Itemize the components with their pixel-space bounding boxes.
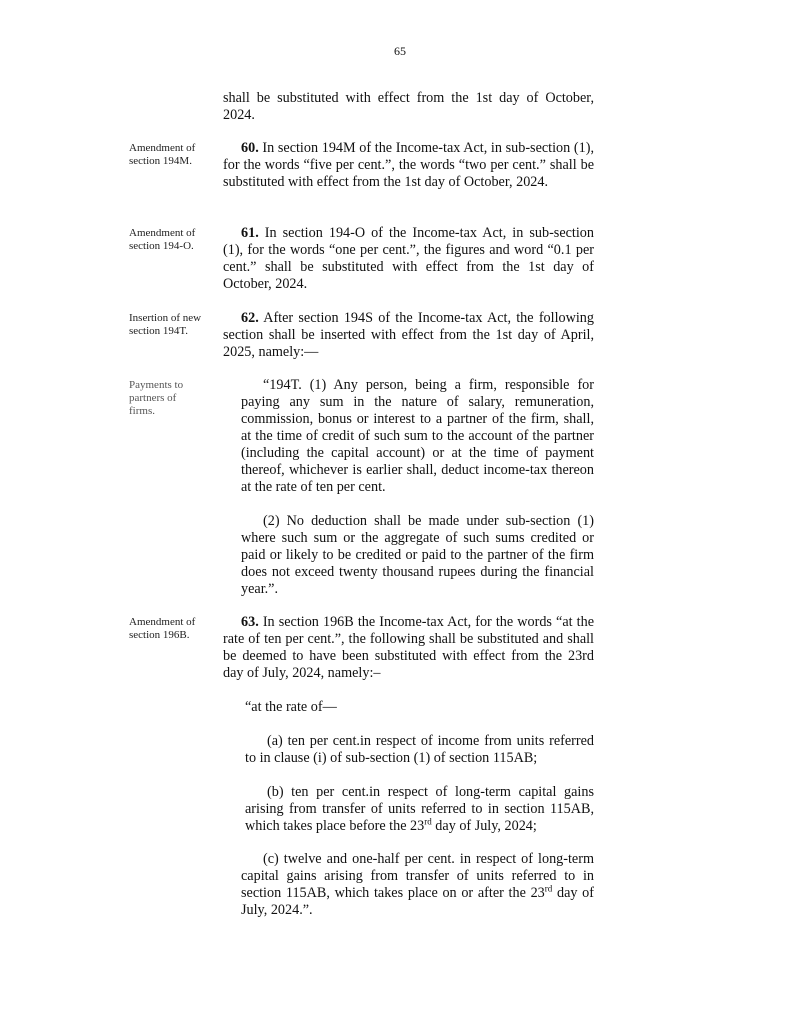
margin-note-section-62: Insertion of new section 194T. (129, 312, 202, 337)
section-60-paragraph (223, 140, 594, 191)
intro-paragraph: shall be substituted with effect from the 1st day of October, 2024. (223, 90, 594, 123)
substitution-item-b: (b) ten per cent.in respect of long-term capital gains arising from transfer of units referred to in section 115AB, which takes place before the 23rd day of July, 2024; (245, 784, 594, 834)
section-61-number: 61. (241, 225, 259, 241)
substitution-item-a: (a) ten per cent.in respect of income from units referred to in clause (i) of sub-section (1) of section 115AB; (245, 733, 594, 766)
section-60-text: In section 194M of the Income-tax Act, in sub-section (1), for the words “five per cent.”, the words “two per cent.” shall be substituted with effect from the 1st day of October, 2024. (223, 140, 594, 190)
section-63-text: In section 196B the Income-tax Act, for the words “at the rate of ten per cent.”, the following shall be substituted and shall be deemed to have been substituted with effect from the 23rd day of July, 2024, namely:– (223, 614, 594, 681)
section-62-paragraph (223, 310, 594, 361)
substitution-lead: “at the rate of— (245, 699, 337, 715)
section-61-text: In section 194-O of the Income-tax Act, in sub-section (1), for the words “one per cent.”, the figures and word “0.1 per cent.” shall be substituted with effect from the 1st day of October, 2024. (223, 225, 594, 292)
margin-note-section-61: Amendment of section 194-O. (129, 227, 196, 252)
section-60-number: 60. (241, 140, 259, 156)
substitution-item-c: (c) twelve and one-half per cent. in respect of long-term capital gains arising from transfer of units referred to in section 115AB, which takes place on or after the 23rd day of July, 2024.”. (241, 851, 594, 918)
section-61-paragraph (223, 225, 594, 293)
margin-note-section-60: Amendment of section 194M. (129, 142, 196, 167)
page-number: 65 (394, 44, 406, 58)
section-62-text: After section 194S of the Income-tax Act, the following section shall be inserted with effect from the 1st day of April, 2025, namely:— (223, 310, 594, 360)
section-63-number: 63. (241, 614, 259, 630)
section-194T-paragraph-2: (2) No deduction shall be made under sub-section (1) where such sum or the aggregate of such sums credited or paid or likely to be credited or paid to the partner of the firm does not exceed twenty thousand rupees during the financial year.”. (241, 513, 594, 597)
section-63-paragraph (223, 614, 594, 682)
margin-note-section-63: Amendment of section 196B. (129, 616, 196, 641)
section-62-number: 62. (241, 310, 259, 326)
section-194T-paragraph-1: “194T. (1) Any person, being a firm, responsible for paying any sum in the nature of salary, remuneration, commission, bonus or interest to a partner of the firm, shall, at the time of credit of such sum to the account of the partner (including the capital account) or at the time of payment thereof, whichever is earlier shall, deduct income-tax thereon at the rate of ten per cent. (241, 377, 594, 495)
margin-note-payments-to-partners: Payments to partners of firms. (129, 379, 184, 417)
